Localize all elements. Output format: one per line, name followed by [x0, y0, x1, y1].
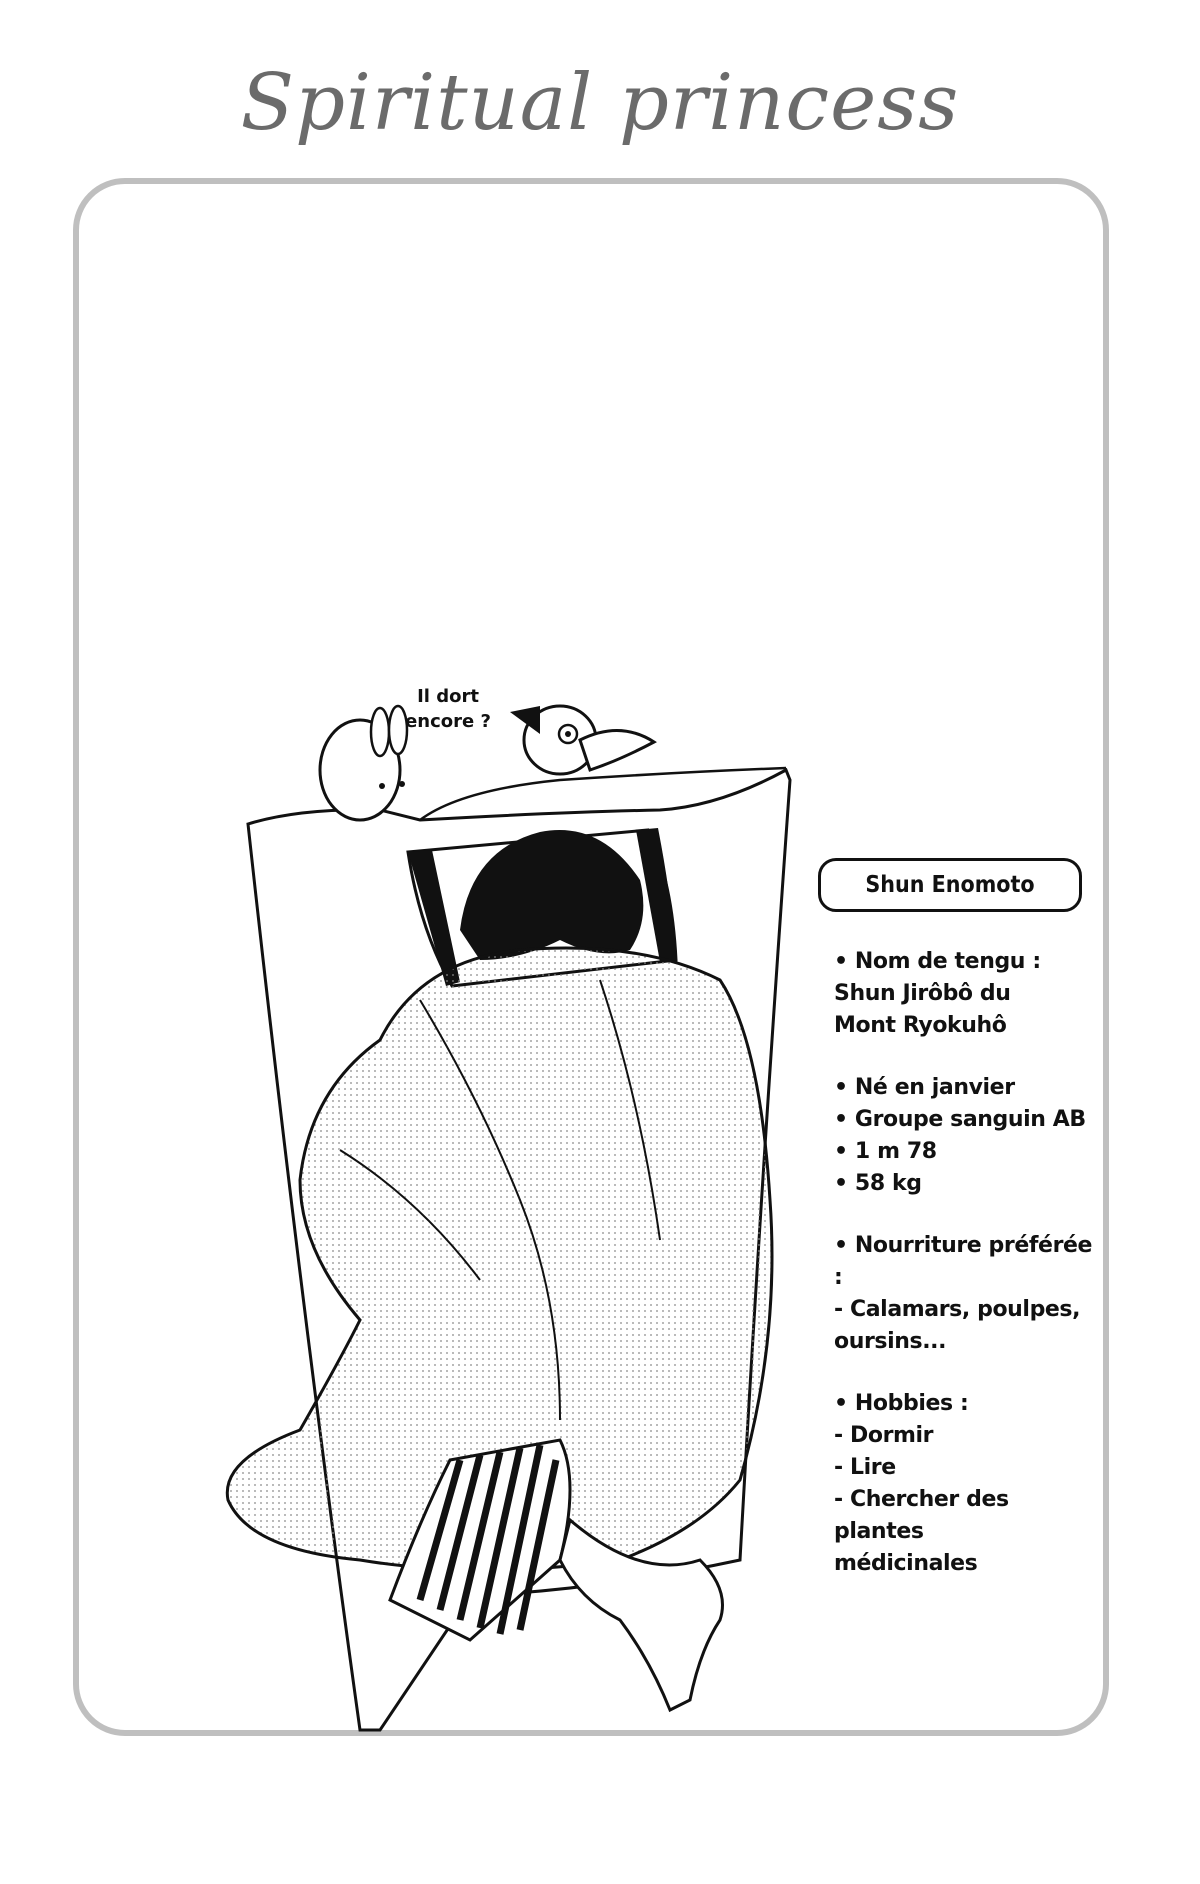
profile-spacer [834, 1042, 1104, 1072]
profile-line: - Lire [834, 1455, 896, 1480]
profile-line: - Chercher des plantes [834, 1487, 1009, 1544]
profile-line: oursins... [834, 1329, 947, 1354]
page-title: Spiritual princess [240, 58, 960, 148]
profile-spacer [834, 1358, 1104, 1388]
profile-line: • Hobbies : [834, 1391, 969, 1416]
profile-line: - Calamars, poulpes, [834, 1297, 1081, 1322]
speech-bubble-text: Il dort encore ? [405, 686, 491, 732]
profile-line: • Né en janvier [834, 1075, 1015, 1100]
profile-line: Shun Jirôbô du [834, 981, 1011, 1006]
profile-line: • 1 m 78 [834, 1139, 937, 1164]
profile-line: - Dormir [834, 1423, 934, 1448]
character-profile [834, 946, 1104, 1580]
rabbit-spirit [320, 706, 407, 820]
crow-tengu-spirit [510, 706, 654, 774]
profile-line: médicinales [834, 1551, 978, 1576]
character-name-box: Shun Enomoto [818, 858, 1082, 912]
profile-spacer [834, 1200, 1104, 1230]
profile-line: • 58 kg [834, 1171, 922, 1196]
profile-line: • Nom de tengu : [834, 949, 1041, 974]
profile-line: Mont Ryokuhô [834, 1013, 1007, 1038]
profile-line: • Nourriture préférée : [834, 1233, 1093, 1290]
profile-line: • Groupe sanguin AB [834, 1107, 1086, 1132]
